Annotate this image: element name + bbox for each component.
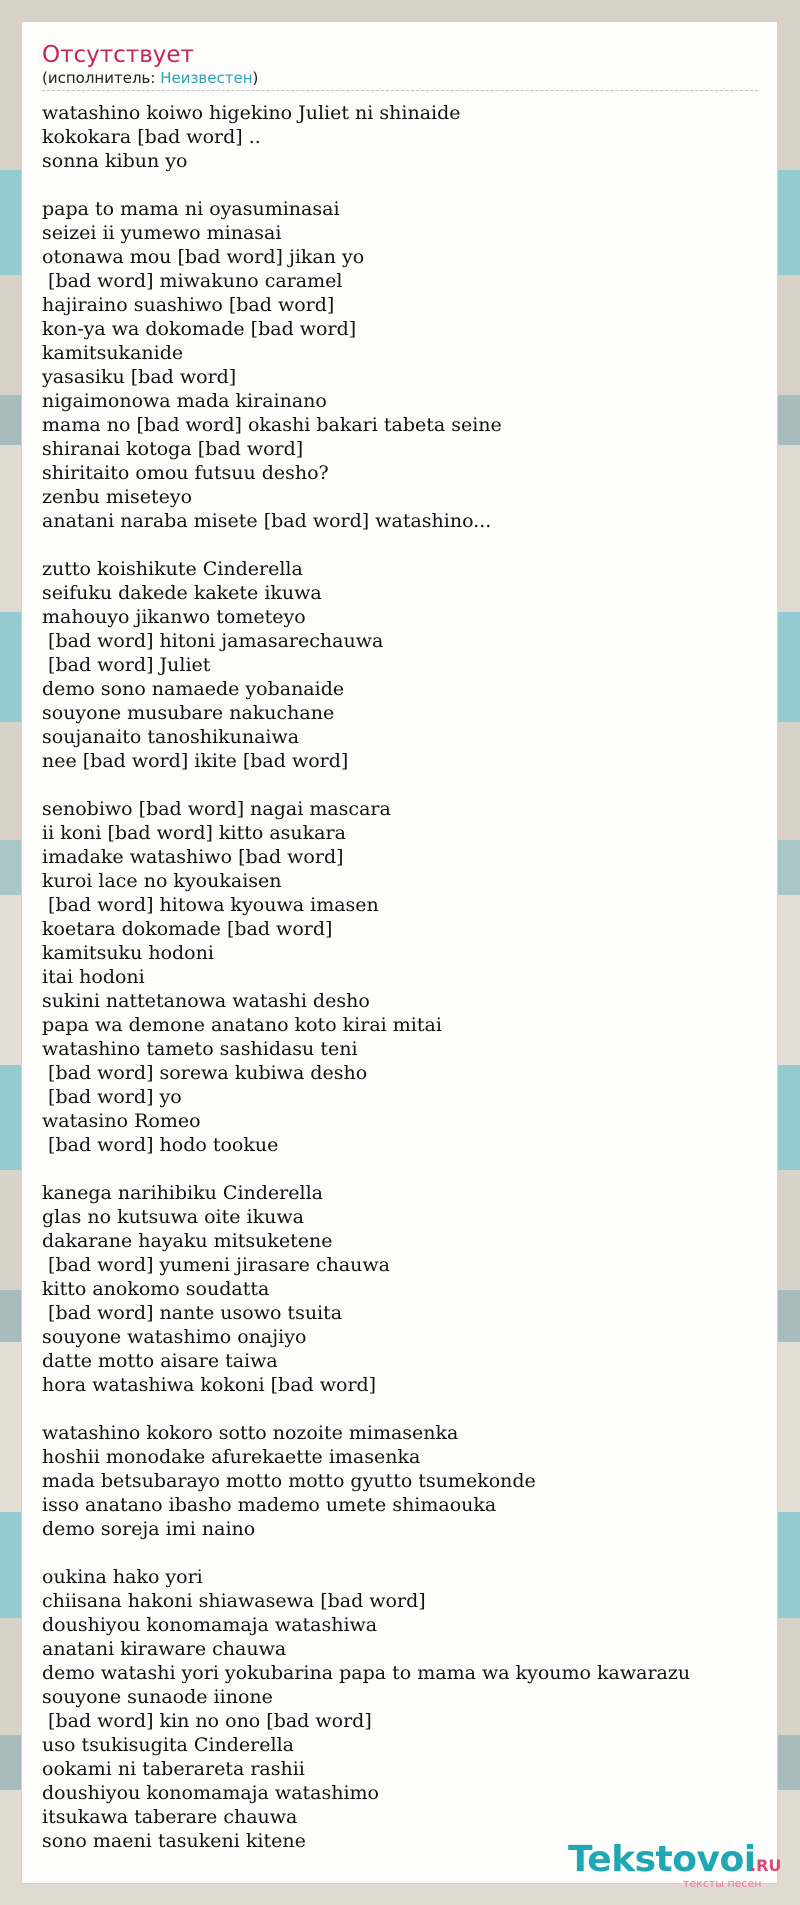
lyric-line: yasasiku [bad word]: [42, 366, 237, 388]
lyric-line: demo soreja imi naino: [42, 1518, 256, 1540]
lyric-line: anatani kiraware chauwa: [42, 1638, 287, 1660]
stanza-break: [42, 773, 762, 797]
lyric-line: glas no kutsuwa oite ikuwa: [42, 1206, 304, 1228]
lyric-line: datte motto aisare taiwa: [42, 1350, 278, 1372]
lyric-line: otonawa mou [bad word] jikan yo: [42, 246, 365, 268]
song-title: Отсутствует: [42, 42, 194, 68]
lyric-line: papa to mama ni oyasuminasai: [42, 198, 340, 220]
lyric-line: chiisana hakoni shiawasewa [bad word]: [42, 1590, 426, 1612]
lyric-line: ii koni [bad word] kitto asukara: [42, 822, 346, 844]
lyric-line: mahouyo jikanwo tometeyo: [42, 606, 306, 628]
lyric-line: sono maeni tasukeni kitene: [42, 1830, 306, 1852]
lyric-line: oukina hako yori: [42, 1566, 203, 1588]
lyric-line: zutto koishikute Cinderella: [42, 558, 303, 580]
lyric-line: souyone musubare nakuchane: [42, 702, 335, 724]
lyric-line: kuroi lace no kyoukaisen: [42, 870, 282, 892]
lyric-line: watashino tameto sashidasu teni: [42, 1038, 358, 1060]
lyric-line: [bad word] hitoni jamasarechauwa: [42, 630, 384, 652]
lyric-line: [bad word] hitowa kyouwa imasen: [42, 894, 379, 916]
lyric-line: [bad word] Juliet: [42, 654, 211, 676]
lyrics-card: [21, 21, 782, 1890]
lyric-line: nee [bad word] ikite [bad word]: [42, 750, 349, 772]
lyric-line: souyone sunaode iinone: [42, 1686, 273, 1708]
lyric-line: [bad word] nante usowo tsuita: [42, 1302, 343, 1324]
lyric-line: demo sono namaede yobanaide: [42, 678, 345, 700]
lyric-line: koetara dokomade [bad word]: [42, 918, 333, 940]
lyric-line: [bad word] yumeni jirasare chauwa: [42, 1254, 390, 1276]
lyrics-text: [42, 101, 762, 1853]
lyric-line: sukini nattetanowa watashi desho: [42, 990, 370, 1012]
lyric-line: imadake watashiwo [bad word]: [42, 846, 344, 868]
lyric-line: demo watashi yori yokubarina papa to mama wa kyoumo kawarazu: [42, 1662, 691, 1684]
lyric-line: kamitsukanide: [42, 342, 184, 364]
lyric-line: souyone watashimo onajiyo: [42, 1326, 307, 1348]
lyric-line: shiranai kotoga [bad word]: [42, 438, 304, 460]
artist-line: [42, 69, 758, 87]
lyric-line: seifuku dakede kakete ikuwa: [42, 582, 322, 604]
lyric-line: anatani naraba misete [bad word] watashino...: [42, 510, 492, 532]
stanza-break: [42, 533, 762, 557]
lyric-line: watashino koiwo higekino Juliet ni shinaide: [42, 102, 461, 124]
lyric-line: senobiwo [bad word] nagai mascara: [42, 798, 391, 820]
site-logo[interactable]: [568, 1840, 798, 1890]
artist-link[interactable]: Неизвестен: [160, 69, 253, 87]
lyric-line: kon-ya wa dokomade [bad word]: [42, 318, 357, 340]
lyric-line: [bad word] kin no ono [bad word]: [42, 1710, 372, 1732]
lyric-line: kamitsuku hodoni: [42, 942, 214, 964]
lyric-line: sonna kibun yo: [42, 150, 188, 172]
stanza-break: [42, 1541, 762, 1565]
lyric-line: kokokara [bad word] ..: [42, 126, 261, 148]
lyric-line: watashino kokoro sotto nozoite mimasenka: [42, 1422, 459, 1444]
artist-prefix: (исполнитель:: [42, 69, 161, 87]
lyric-line: seizei ii yumewo minasai: [42, 222, 282, 244]
lyric-line: [bad word] sorewa kubiwa desho: [42, 1062, 368, 1084]
lyric-line: shiritaito omou futsuu desho?: [42, 462, 329, 484]
lyric-line: [bad word] miwakuno caramel: [42, 270, 343, 292]
lyric-line: ookami ni taberareta rashii: [42, 1758, 305, 1780]
lyric-line: nigaimonowa mada kirainano: [42, 390, 327, 412]
stanza-break: [42, 1397, 762, 1421]
lyric-line: kanega narihibiku Cinderella: [42, 1182, 323, 1204]
lyric-line: [bad word] hodo tookue: [42, 1134, 279, 1156]
lyric-line: doushiyou konomamaja watashiwa: [42, 1614, 378, 1636]
logo-name: Tekstovoi: [568, 1839, 756, 1880]
lyric-line: hora watashiwa kokoni [bad word]: [42, 1374, 377, 1396]
lyric-line: zenbu miseteyo: [42, 486, 193, 508]
lyric-line: hajiraino suashiwo [bad word]: [42, 294, 335, 316]
lyric-line: mama no [bad word] okashi bakari tabeta seine: [42, 414, 502, 436]
lyric-line: watasino Romeo: [42, 1110, 201, 1132]
artist-suffix: ): [252, 69, 259, 87]
stanza-break: [42, 173, 762, 197]
lyric-line: kitto anokomo soudatta: [42, 1278, 270, 1300]
lyric-line: itsukawa taberare chauwa: [42, 1806, 298, 1828]
lyric-line: dakarane hayaku mitsuketene: [42, 1230, 333, 1252]
lyric-line: soujanaito tanoshikunaiwa: [42, 726, 300, 748]
lyric-line: papa wa demone anatano koto kirai mitai: [42, 1014, 442, 1036]
lyric-line: uso tsukisugita Cinderella: [42, 1734, 294, 1756]
lyric-line: itai hodoni: [42, 966, 145, 988]
lyric-line: mada betsubarayo motto motto gyutto tsumekonde: [42, 1470, 536, 1492]
logo-tld: .RU: [750, 1856, 782, 1875]
lyric-line: doushiyou konomamaja watashimo: [42, 1782, 379, 1804]
song-header: [42, 42, 758, 91]
lyric-line: [bad word] yo: [42, 1086, 182, 1108]
logo-tagline: тексты песен: [683, 1877, 762, 1890]
lyric-line: isso anatano ibasho mademo umete shimaouka: [42, 1494, 497, 1516]
stanza-break: [42, 1157, 762, 1181]
lyric-line: hoshii monodake afurekaette imasenka: [42, 1446, 421, 1468]
